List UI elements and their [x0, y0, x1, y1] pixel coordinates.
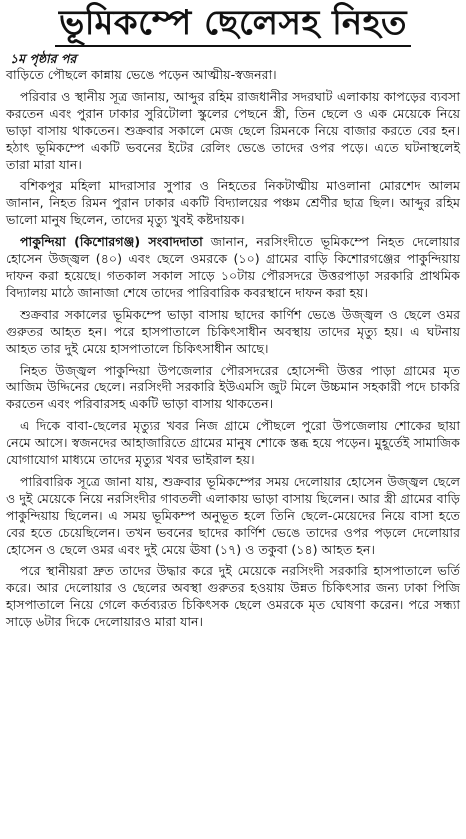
continued-from-label: ১ম পৃষ্ঠার পর: [10, 51, 77, 66]
paragraph-5: নিহত উজ্জ্বল পাকুন্দিয়া উপজেলার পৌরসদরের হোসেন্দী উত্তর পাড়া গ্রামের মৃত আজিম উদ্দিনের ছেলে। নরসিংদী সরকারি ইউএমসি জুট মিলে উচ্চমান সহকারী পদে চাকরি করতেন এবং পরিবারসহ একটি ভাড়া বাসায় থাকতেন।: [6, 362, 460, 412]
headline: ভূমিকম্পে ছেলেসহ নিহত: [55, 3, 411, 47]
paragraph-1: পরিবার ও স্থানীয় সূত্র জানায়, আব্দুর রহিম রাজধানীর সদরঘাট এলাকায় কাপড়ের ব্যবসা করতেন এবং পুরান ঢাকার সুরিটোলা স্কুলের পেছনে স্ত্রী, তিন ছেলে ও এক মেয়েকে নিয়ে ভাড়া বাসায় থাকতেন। শুক্রবার সকালে মেজ ছেলে রিমনকে নিয়ে বাজার করতে বের হন। হঠাৎ ভূমিকম্পে একটি ভবনের ইটের রেলিং ভেঙে তাদের ওপর পড়ে। এতে ঘটনাস্থলেই তারা মারা যান।: [6, 88, 460, 172]
headline-container: [6, 0, 460, 47]
byline: পাকুন্দিয়া (কিশোরগঞ্জ) সংবাদদাতা: [20, 234, 203, 250]
paragraph-3: [6, 234, 460, 302]
paragraph-6: এ দিকে বাবা-ছেলের মৃত্যুর খবর নিজ গ্রামে পৌছলে পুরো উপজেলায় শোকের ছায়া নেমে আসে। স্বজনদের আহাজারিতে গ্রামের মানুষ শোকে স্তব্ধ হয়ে পড়েন। মুহূর্তেই সামাজিক যোগাযোগ মাধ্যমে তাদের মৃত্যুর খবর ভাইরাল হয়।: [6, 418, 460, 468]
paragraph-4: শুক্রবার সকালের ভূমিকম্পে ভাড়া বাসায় ছাদের কার্ণিশ ভেঙে উজ্জ্বল ও ছেলে ওমর গুরুতর আহত হন। পরে হাসপাতালে চিকিৎসাধীন অবস্থায় তাদের মৃত্যু হয়। এ ঘটনায় আহত তার দুই মেয়ে হাসপাতালে চিকিৎসাধীন আছে।: [6, 306, 460, 356]
paragraph-7: পারিবারিক সূত্রে জানা যায়, শুক্রবার ভূমিকম্পের সময় দেলোয়ার হোসেন উজ্জ্বল ছেলে ও দুই মেয়েকে নিয়ে নরসিংদীর গাবতলী এলাকায় ভাড়া বাসায় ছিলেন। আর স্ত্রী গ্রামের বাড়ি পাকুন্দিয়ায় ছিলেন। এ সময় ভূমিকম্প অনুভূত হলে তিনি ছেলে-মেয়েদের নিয়ে বাসা হতে বের হতে চেয়েছিলেন। তখন ভবনের ছাদের কার্ণিশ ভেঙে তাদের ওপর পড়লে দেলোয়ার হোসেন ও ছেলে ওমর এবং দুই মেয়ে ঊষা (১৭) ও তকুবা (১৪) আহত হন।: [6, 473, 460, 557]
paragraph-8: পরে স্থানীয়রা দ্রুত তাদের উদ্ধার করে দুই মেয়েকে নরসিংদী সরকারি হাসপাতালে ভর্তি করে। আর দেলোয়ার ও ছেলের অবস্থা গুরুতর হওয়ায় উন্নত চিকিৎসার জন্য ঢাকা পিজি হাসপাতালে নিয়ে গেলে কর্তব্যরত চিকিৎসক ছেলে ওমরকে মৃত ঘোষণা করেন। পরে সন্ধ্যা সাড়ে ৬টার দিকে দেলোয়ারও মারা যান।: [6, 563, 460, 630]
paragraph-2: বশিকপুর মহিলা মাদরাসার সুপার ও নিহতের নিকটাত্মীয় মাওলানা মোরশেদ আলম জানান, নিহত রিমন পুরান ঢাকার একটি বিদ্যালয়ের পঞ্চম শ্রেণীর ছাত্র ছিল। আব্দুর রহিম ভালো মানুষ ছিলেন, তাদের মৃত্যু খুবই কষ্টদায়ক।: [6, 178, 460, 228]
paragraph-lead: বাড়িতে পৌছলে কান্নায় ভেঙে পড়েন আত্মীয়-স্বজনরা।: [6, 67, 277, 82]
paragraph-3-text: জানান, নরসিংদীতে ভূমিকম্পে নিহত দেলোয়ার হোসেন উজ্জ্বল (৪০) এবং ছেলে ওমরকে (১০) গ্রামের বাড়ি কিশোরগঞ্জের পাকুন্দিয়ায় দাফন করা হয়েছে। গতকাল সকাল সাড়ে ১০টায় পৌরসদরে উত্তরপাড়া সরকারি প্রাথমিক বিদ্যালয় মাঠে জানাজা শেষে তাদের পারিবারিক কবরস্থানে দাফন করা হয়।: [6, 234, 460, 300]
